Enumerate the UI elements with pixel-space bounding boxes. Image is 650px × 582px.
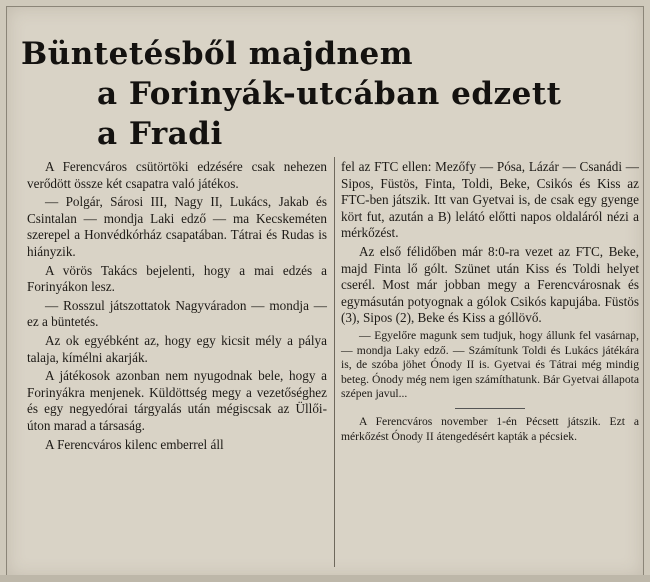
separator-rule: [455, 408, 525, 409]
headline-line-2: a Forinyák-utcában edzett: [97, 75, 562, 112]
right-column: [341, 159, 639, 444]
paragraph: A Ferencváros csütörtöki edzésére csak nehezen verődött össze két csapatra való játékos.: [27, 159, 327, 191]
headline: [21, 34, 633, 154]
paragraph: Az első félidőben már 8:0-ra vezet az FTC, Beke, majd Finta lő gólt. Szünet után Kiss és Toldi helyet cserél. Most már jobban megy a Ferencvárosnak és egymásután potyognak a gólok Csikós kapujába. Füstös (3), Sipos (2), Beke és Kiss a góllövő.: [341, 243, 639, 326]
paragraph: fel az FTC ellen: Mezőfy — Pósa, Lázár — Csanádi — Sipos, Füstös, Finta, Toldi, Beke, Csikós és Kiss az FTC-ben játszik. Itt van Gyetvai is, de csak egy gyenge kört fut, azután a B) lelátó előtti napos oldaláról nézi a mérkőzést.: [341, 159, 639, 241]
headline-line-3: a Fradi: [97, 115, 223, 152]
column-divider: [334, 157, 335, 567]
paragraph: A vörös Takács bejelenti, hogy a mai edzés a Forinyákon lesz.: [27, 262, 327, 295]
newspaper-clipping: [6, 6, 644, 578]
paragraph: A játékosok azonban nem nyugodnak bele, hogy a Forinyákra menjenek. Küldöttség megy a vezetőséghez és egy negyedórai tárgyalás után mégiscsak az Üllői-úton marad a társaság.: [27, 368, 327, 433]
paragraph-small: — Egyelőre magunk sem tudjuk, hogy állunk fel vasárnap, — mondja Laky edző. — Számítunk Toldi és Lukács játékára is, de szóba jöhet Ónody II is. Gyetvai és Tátrai még mindig beteg. Ónody még nem igen számíthatunk. Bár Gyetvai állapota szépen javul...: [341, 328, 639, 401]
paragraph-small: A Ferencváros november 1-én Pécsett játszik. Ezt a mérkőzést Ónody II átengedésért kapták a pécsiek.: [341, 414, 639, 443]
paragraph: A Ferencváros kilenc emberrel áll: [45, 436, 224, 452]
paragraph: Az ok egyébként az, hogy egy kicsit mély a pálya talaja, kímélni akarják.: [27, 332, 327, 365]
paragraph: — Rosszul játszottatok Nagyváradon — mondja — ez a büntetés.: [27, 297, 327, 330]
page-bottom-edge: [0, 575, 650, 582]
left-column: [27, 159, 327, 453]
paragraph: — Polgár, Sárosi III, Nagy II, Lukács, Jakab és Csintalan — mondja Laki edző — ma Kecskeméten szerepel a Honvédkórház csapatában. Tátrai és Rudas is hiányzik.: [27, 194, 327, 259]
headline-line-1: Büntetésből majdnem: [21, 35, 414, 72]
